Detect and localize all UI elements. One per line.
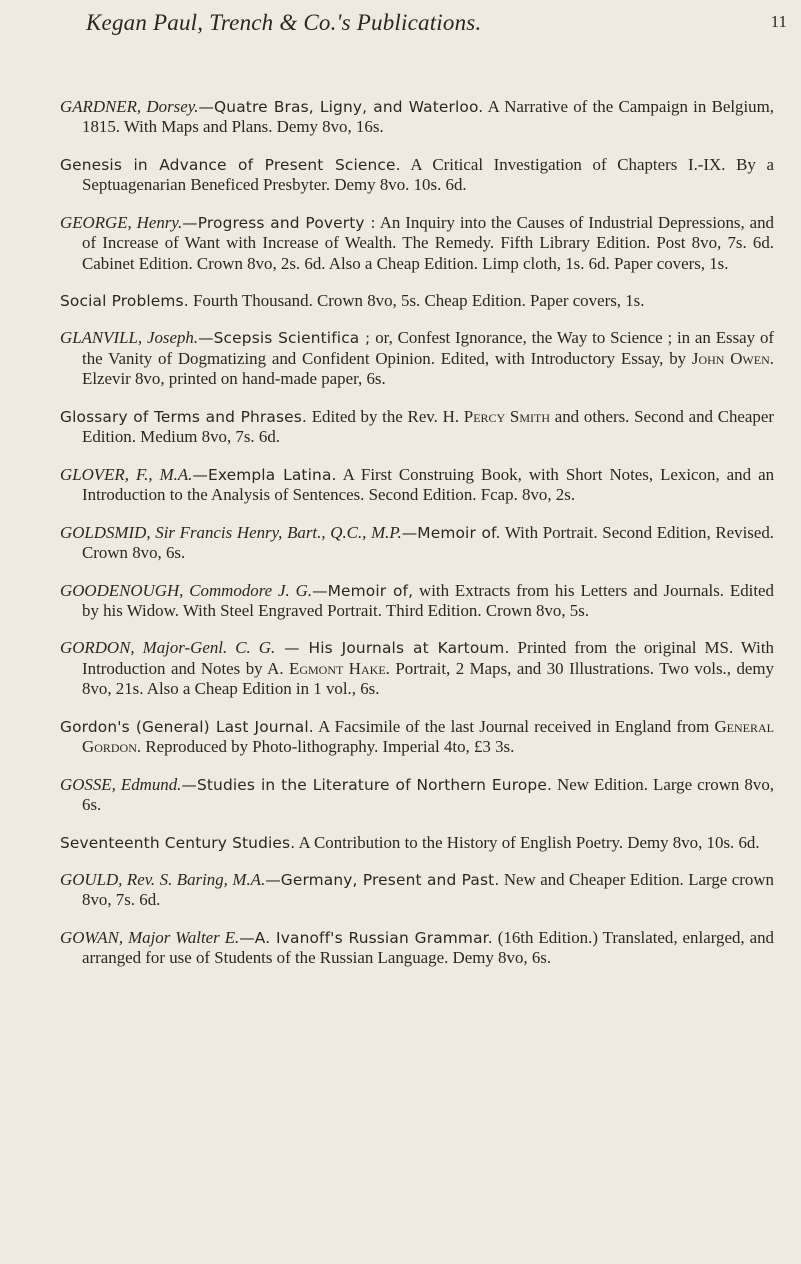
- entry-author: GOODENOUGH, Commodore J. G.: [60, 580, 313, 600]
- entry-title: Seventeenth Century Studies.: [60, 833, 296, 852]
- entry-description: A Critical Investigation of Chapters I.-IX. By a Septuagenarian Beneficed Presbyter. Demy 8vo. 10s. 6d.: [82, 154, 774, 195]
- entry-title: Genesis in Advance of Present Science.: [60, 155, 401, 174]
- entry-title: —Memoir of.: [401, 523, 501, 542]
- catalogue-entry: [60, 870, 774, 911]
- entry-title: Glossary of Terms and Phrases.: [60, 407, 307, 426]
- page-number: 11: [770, 12, 787, 31]
- entry-description: A First Construing Book, with Short Notes, Lexicon, and an Introduction to the Analysis of Sentences. Second Edition. Fcap. 8vo, 2s.: [82, 464, 775, 505]
- entry-title: Gordon's (General) Last Journal.: [60, 717, 314, 736]
- entry-description: Printed from the original MS. With Introduction and Notes by A.: [82, 638, 774, 678]
- catalogue-entry: [60, 775, 774, 816]
- entry-description: An Inquiry into the Causes of Industrial Depressions, and of Increase of Want with Increase of Wealth. The Remedy. Fifth Library Edition. Post 8vo, 7s. 6d. Cabinet Edition. Crown 8vo, 2s. 6d. Also a Cheap Edition. Limp cloth, 1s. 6d. Paper covers, 1s.: [82, 212, 774, 273]
- catalogue-entry: [60, 523, 774, 564]
- entry-author: GEORGE, Henry.: [60, 212, 183, 232]
- catalogue-entry: [60, 638, 774, 700]
- entry-description: A Narrative of the Campaign in Belgium, 1815. With Maps and Plans. Demy 8vo, 16s.: [82, 96, 774, 137]
- catalogue-entry: [60, 717, 774, 758]
- entry-description: (16th Edition.) Translated, enlarged, and arranged for use of Students of the Russian Language. Demy 8vo, 6s.: [82, 927, 774, 968]
- entry-author: GOWAN, Major Walter E.: [60, 927, 240, 947]
- catalogue-entry: [60, 407, 774, 448]
- running-head-title: Kegan Paul, Trench & Co.'s Publications.: [86, 10, 482, 35]
- entry-title: —Germany, Present and Past.: [265, 870, 500, 889]
- catalogue-entry: [60, 97, 774, 138]
- catalogue-entry: [60, 465, 774, 506]
- running-head: [0, 10, 801, 40]
- entry-small-caps-name: General Gordon.: [82, 716, 774, 757]
- entry-description: Edited by the Rev. H.: [306, 406, 464, 426]
- entry-description-continued: and others. Second and Cheaper Edition. Medium 8vo, 7s. 6d.: [82, 406, 774, 447]
- entry-title: Social Problems.: [60, 292, 189, 311]
- entry-title: — His Journals at Kartoum.: [275, 639, 510, 658]
- entry-author: GOULD, Rev. S. Baring, M.A.: [60, 869, 266, 889]
- entry-description: New Edition. Large crown 8vo, 6s.: [82, 774, 774, 815]
- entry-title: —Exempla Latina.: [192, 465, 337, 484]
- catalogue-entries: [60, 80, 774, 978]
- entry-author: GLANVILL, Joseph.: [60, 328, 199, 348]
- entry-small-caps-name: Percy Smith: [463, 406, 550, 426]
- entry-author: GORDON, Major-Genl. C. G.: [60, 638, 276, 658]
- entry-description: With Portrait. Second Edition, Revised. Crown 8vo, 6s.: [82, 522, 775, 563]
- entry-description-continued: Elzevir 8vo, printed on hand-made paper, 6s.: [82, 369, 386, 389]
- catalogue-entry: [60, 291, 774, 312]
- entry-title: —Scepsis Scientifica ;: [198, 329, 371, 348]
- entry-title: —Quatre Bras, Ligny, and Waterloo.: [198, 97, 484, 116]
- catalogue-entry: [60, 928, 774, 969]
- entry-author: GARDNER, Dorsey.: [60, 96, 199, 116]
- entry-author: GOLDSMID, Sir Francis Henry, Bart., Q.C., M.P.: [60, 522, 402, 542]
- entry-small-caps-name: Egmont Hake.: [289, 658, 390, 678]
- catalogue-entry: [60, 581, 774, 622]
- entry-title: —Memoir of,: [312, 581, 414, 600]
- entry-description: A Contribution to the History of English Poetry. Demy 8vo, 10s. 6d.: [295, 832, 760, 852]
- entry-title: —A. Ivanoff's Russian Grammar.: [239, 928, 493, 947]
- entry-author: GLOVER, F., M.A.: [60, 464, 193, 484]
- catalogue-entry: [60, 213, 774, 275]
- entry-small-caps-name: John Owen.: [691, 348, 774, 368]
- entry-description: or, Confest Ignorance, the Way to Science ; in an Essay of the Vanity of Dogmatizing and Confident Opinion. Edited, with Introductory Essay, by: [82, 328, 775, 368]
- entry-description: New and Cheaper Edition. Large crown 8vo, 7s. 6d.: [82, 869, 774, 910]
- entry-description: with Extracts from his Letters and Journals. Edited by his Widow. With Steel Engraved Portrait. Third Edition. Crown 8vo, 5s.: [82, 580, 774, 621]
- entry-title: —Studies in the Literature of Northern Europe.: [181, 775, 552, 794]
- catalogue-entry: [60, 155, 774, 196]
- catalogue-entry: [60, 833, 774, 854]
- entry-description: Fourth Thousand. Crown 8vo, 5s. Cheap Edition. Paper covers, 1s.: [188, 291, 645, 311]
- entry-description: A Facsimile of the last Journal received in England from: [313, 716, 715, 736]
- entry-author: GOSSE, Edmund.: [60, 774, 182, 794]
- entry-description-continued: Portrait, 2 Maps, and 30 Illustrations. Two vols., demy 8vo, 21s. Also a Cheap Edition in 1 vol., 6s.: [82, 658, 774, 699]
- entry-title: —Progress and Poverty :: [182, 213, 376, 232]
- entry-description-continued: Reproduced by Photo-lithography. Imperial 4to, £3 3s.: [141, 737, 515, 757]
- catalogue-entry: [60, 328, 774, 390]
